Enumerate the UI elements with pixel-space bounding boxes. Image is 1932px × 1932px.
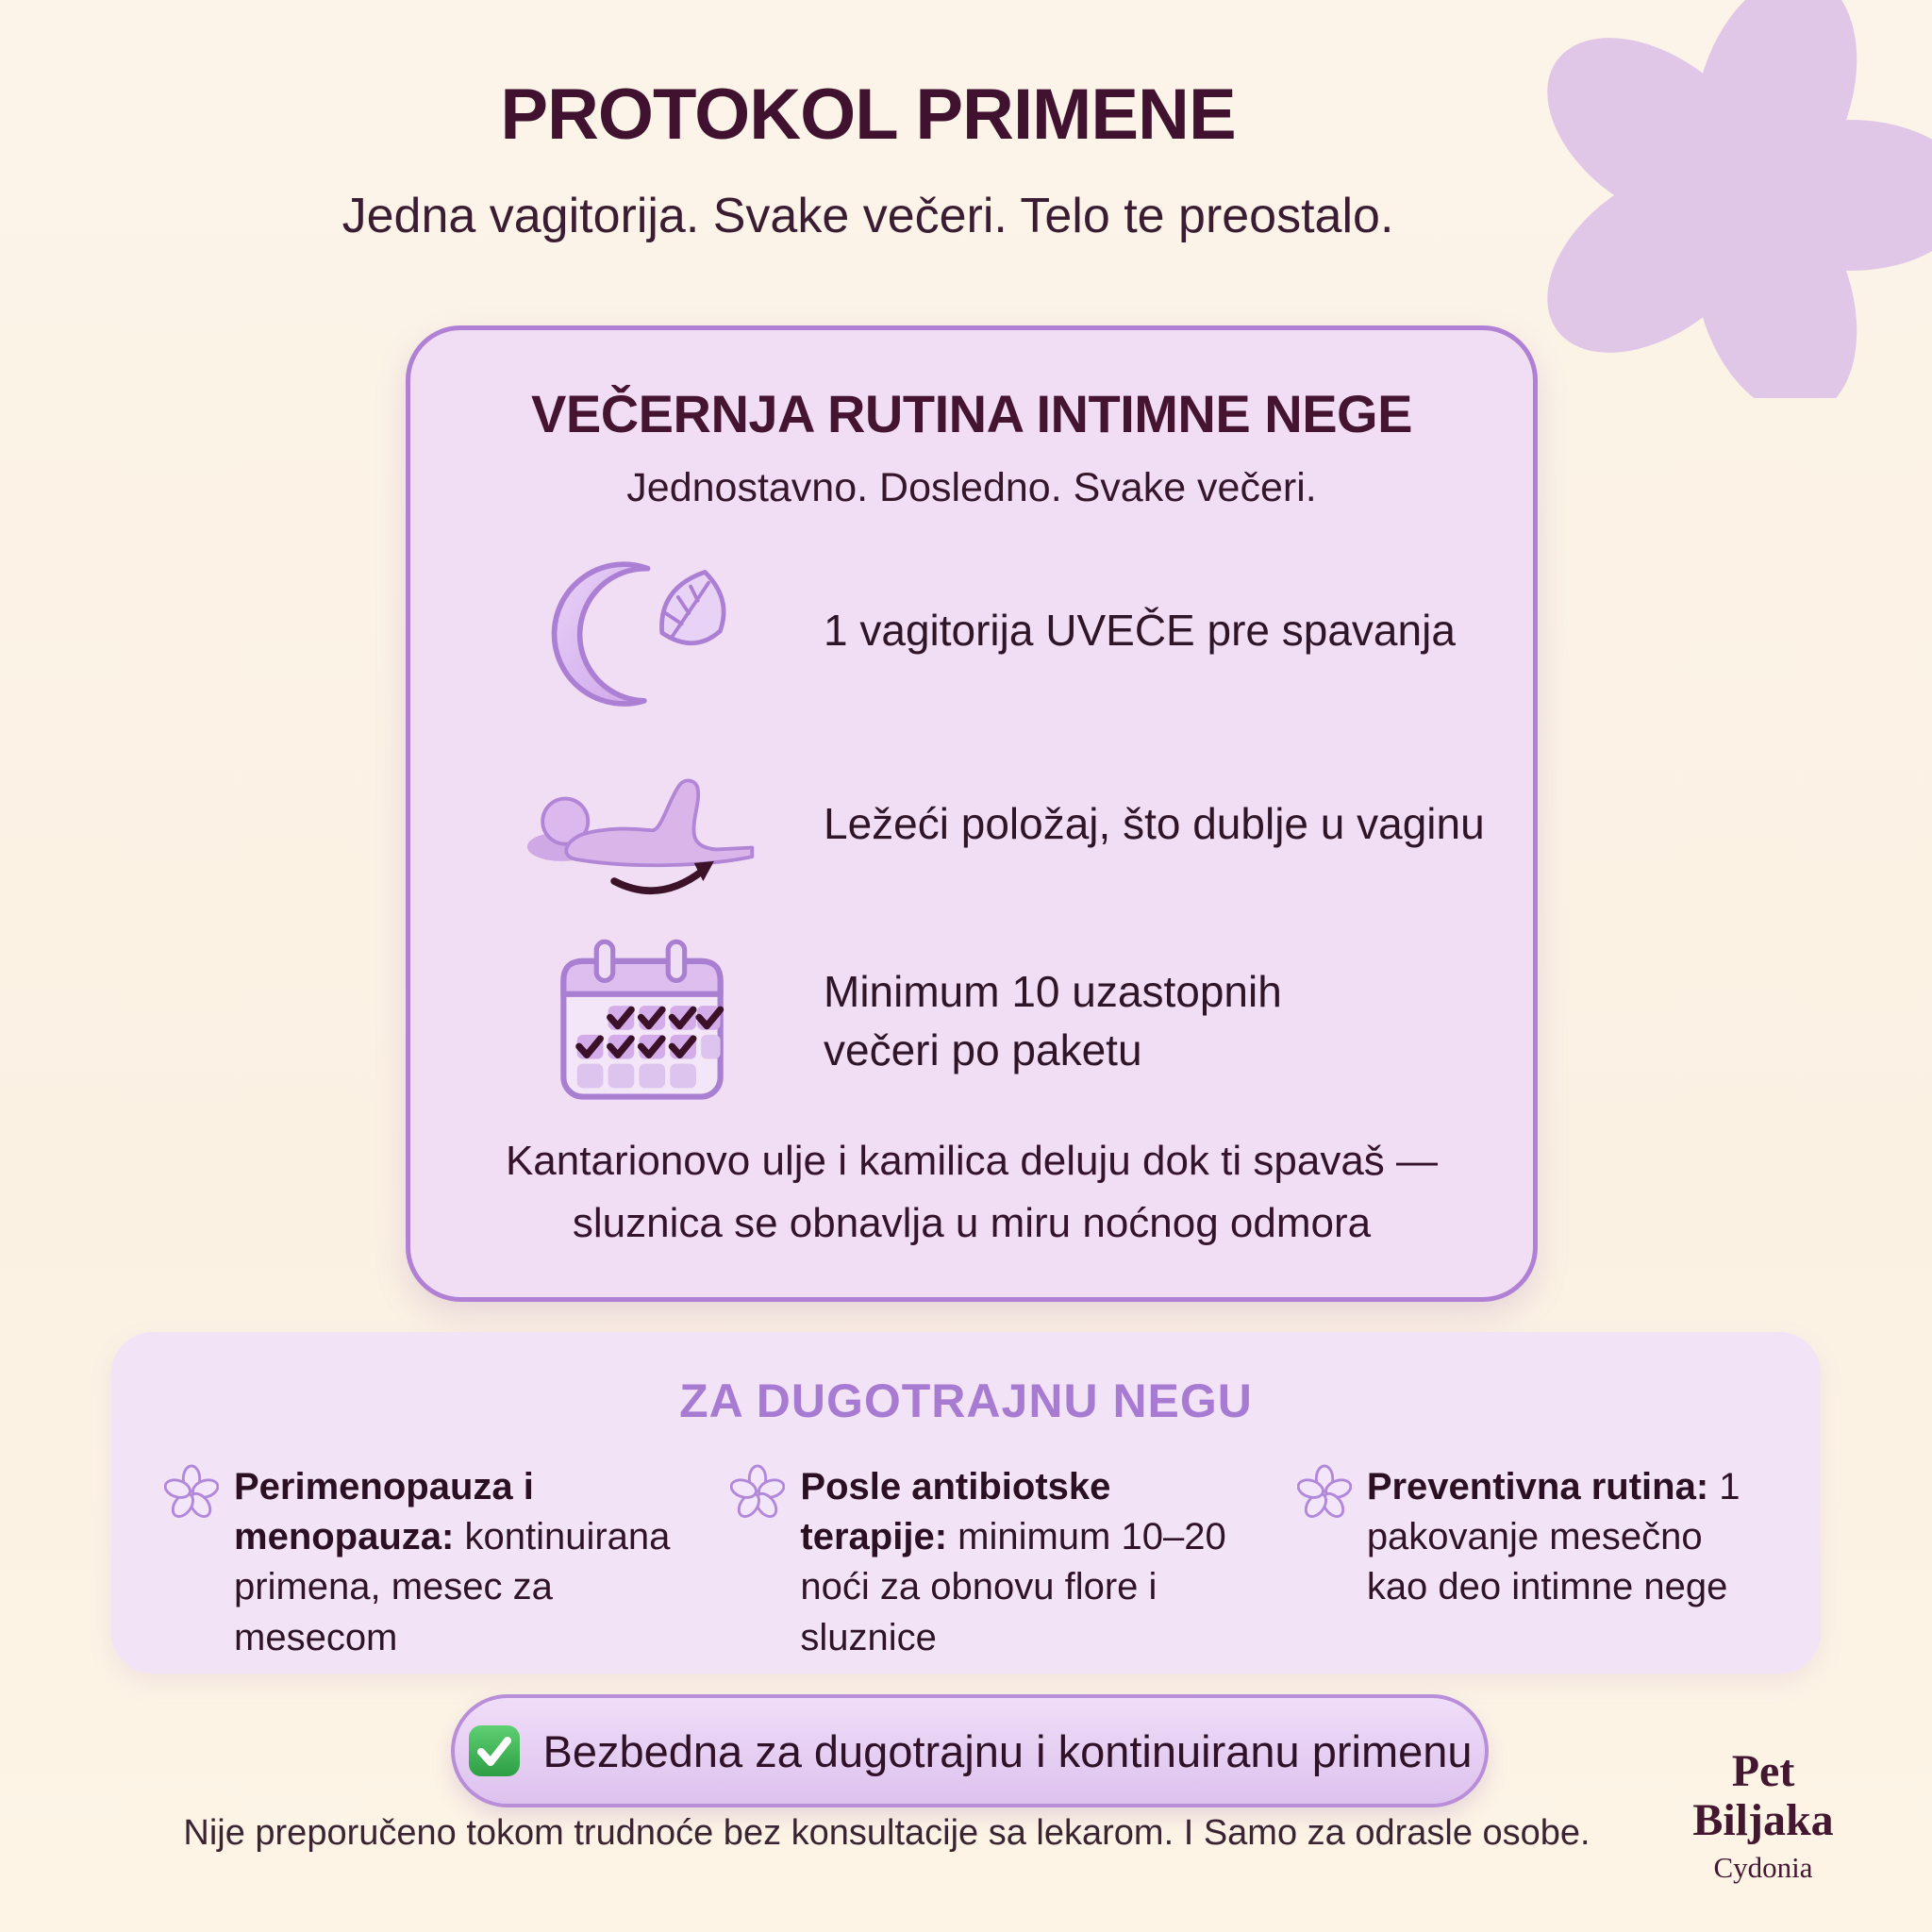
brand-name: Pet: [1731, 1746, 1795, 1796]
step-label: Minimum 10 uzastopnih večeri po paketu: [824, 966, 1282, 1074]
longterm-item: [730, 1462, 1264, 1663]
brand-tagline: Cydonia: [1713, 1850, 1813, 1884]
longterm-item: [1297, 1462, 1768, 1663]
step-label: 1 vagitorija UVEČE pre spavanja: [824, 605, 1456, 655]
longterm-item-text: Perimenopauza i menopauza: kontinuirana primena, mesec za mesecom: [234, 1466, 671, 1658]
step-row-evening-dose: [514, 545, 1486, 715]
routine-card-subtitle: Jednostavno. Dosledno. Svake večeri.: [626, 465, 1317, 510]
longterm-title: ZA DUGOTRAJNU NEGU: [679, 1374, 1253, 1427]
page-subtitle: Jedna vagitorija. Svake večeri. Telo te preostalo.: [341, 189, 1394, 243]
longterm-item-text: Preventivna rutina: 1 pakovanje mesečno kao deo intimne nege: [1366, 1466, 1740, 1608]
routine-card-title: VEČERNJA RUTINA INTIMNE NEGE: [531, 384, 1412, 443]
brand-logo: [1636, 1747, 1890, 1885]
flower-icon: [1297, 1464, 1352, 1519]
longterm-columns: [111, 1428, 1821, 1663]
longterm-section: [111, 1332, 1821, 1674]
longterm-item: [164, 1462, 698, 1663]
header: [57, 74, 1679, 244]
safety-badge: [451, 1694, 1489, 1807]
routine-card-footer: Kantarionovo ulje i kamilica deluju dok ti spavaš — sluznica se obnavlja u miru noćnog odmora: [505, 1138, 1439, 1246]
green-check-icon: [467, 1724, 522, 1778]
safety-badge-label: Bezbedna za dugotrajnu i kontinuiranu primenu: [542, 1725, 1473, 1776]
routine-card: [406, 325, 1538, 1302]
step-row-duration: [514, 917, 1486, 1124]
disclaimer: Nije preporučeno tokom trudnoće bez konsultacije sa lekarom. I Samo za odrasle osobe.: [183, 1813, 1591, 1853]
step-label: Ležeći položaj, što dublje u vaginu: [824, 798, 1485, 848]
lying-position-icon: [514, 746, 769, 902]
calendar-icon: [514, 934, 769, 1108]
moon-leaf-icon: [514, 545, 769, 715]
brand-name: Biljaka: [1692, 1794, 1834, 1845]
flower-icon: [164, 1464, 219, 1519]
step-row-position: [514, 734, 1486, 913]
flower-icon: [730, 1464, 785, 1519]
longterm-item-text: Posle antibiotske terapije: minimum 10–20 noći za obnovu flore i sluznice: [800, 1466, 1226, 1658]
page-title: PROTOKOL PRIMENE: [500, 75, 1236, 155]
